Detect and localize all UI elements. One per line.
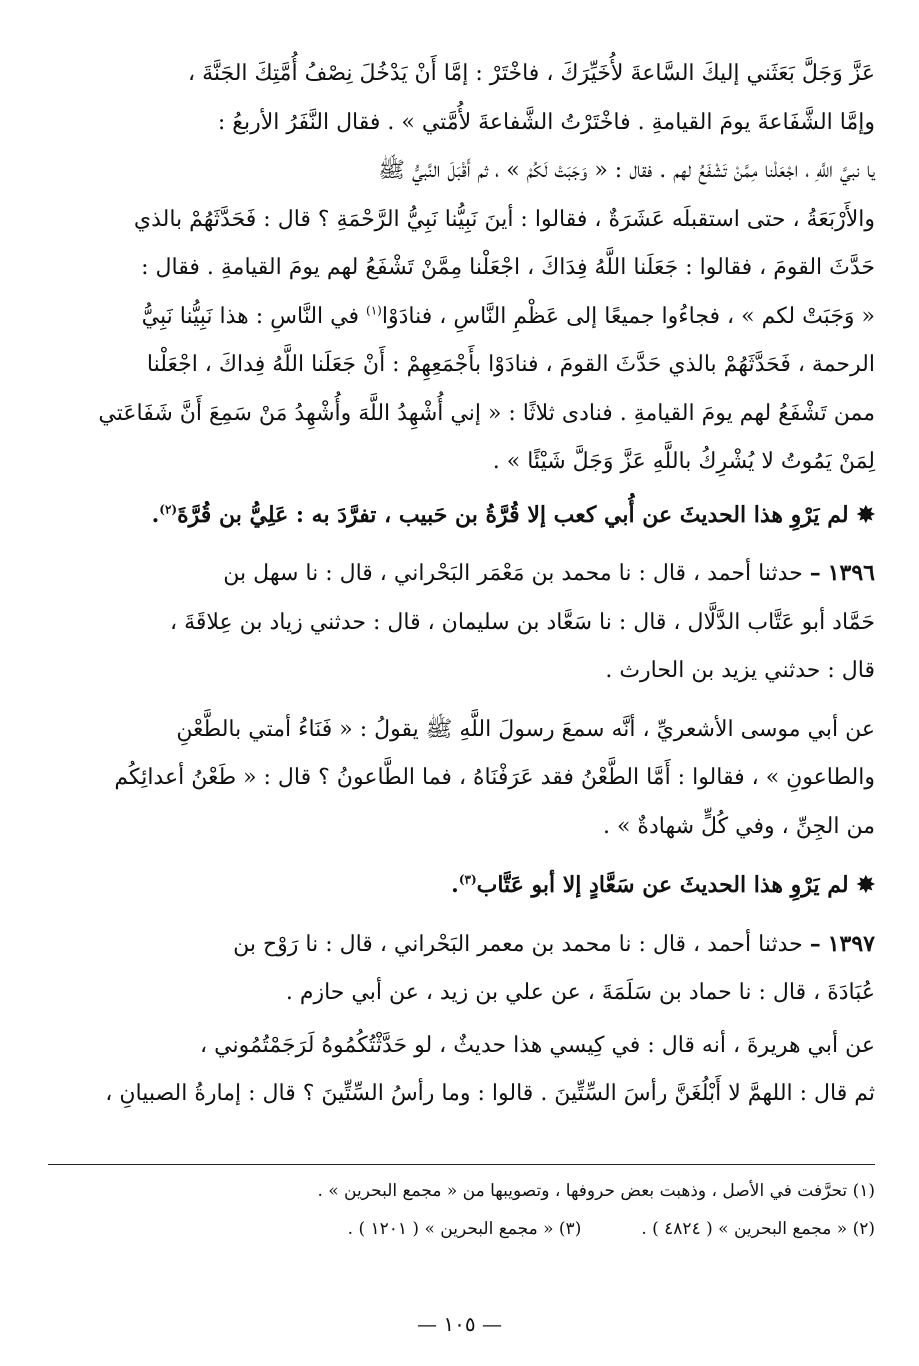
text-line: لِمَنْ يَمُوتُ لا يُشْرِكُ باللَّهِ عَزَّ وَجَلَّ شَيْئًا » . xyxy=(492,449,875,474)
star-icon: ✸ xyxy=(856,501,875,528)
text-line: وإمَّا الشَّفَاعةَ يومَ القيامةِ . فاخْتَرْتُ الشَّفاعةَ لأُمَّتي » . فقال النَّفَرُ الأربعُ : xyxy=(217,109,875,135)
footnote-2: (٢) « مجمع البحرين » ( ٤٨٢٤ ) . xyxy=(641,1219,875,1239)
dash: – xyxy=(809,930,821,957)
footnote-1: (١) تحرَّفت في الأصل ، وذهبت بعض حروفها ، وتصويبها من « مجمع البحرين » . xyxy=(317,1181,875,1201)
footnote-marker: (١) xyxy=(366,303,382,318)
main-text xyxy=(48,50,875,1119)
matn-1396 xyxy=(48,706,875,852)
hadith-continuation xyxy=(48,50,875,487)
matn-line: عن أبي هريرةَ ، أنه قال : في كِيسي هذا حديثٌ ، لو حَدَّثْتُكُمُوهُ لَرَجَمْتُمُوني ، xyxy=(200,1032,875,1058)
text-line: الرحمة ، فَحَدَّثَهُمْ بالذي حَدَّثَ القومَ ، فنادَوْا بأَجْمَعِهِمْ : أَنْ جَعَلَنا اللَّهُ فِداكَ ، اجْعَلْنا xyxy=(146,352,875,377)
footnote-marker: (٢) xyxy=(159,502,178,517)
text-line: يا نبيَّ اللَّهِ ، اجْعَلْنا مِمَّنْ تَشْفَعُ لهم . فقال : « وَجَبَتْ لَكُمْ » ، ثم أَقْبَلَ النَّبيُّ ﷺ xyxy=(378,158,875,183)
text-line: والأَرْبَعَةُ ، حتى استقبلَه عَشَرَةٌ ، فقالوا : أينَ نَبِيُّنا نَبِيُّ الرَّحْمَةِ ؟ قال : فَحَدَّثَهُمْ بالذي xyxy=(133,206,875,232)
hadith-number: ١٣٩٧ xyxy=(827,930,875,957)
hadith-1397 xyxy=(48,920,875,1018)
matn-line: ثم قال : اللهمَّ لا أَبْلُغَنَّ رأسَ السِّتِّينَ . قالوا : وما رأسُ السِّتِّينَ ؟ قال : إمارةُ الصبيانِ ، xyxy=(105,1081,875,1106)
footnote-3: (٣) « مجمع البحرين » ( ١٢٠١ ) . xyxy=(347,1219,582,1239)
footnote-marker: (٣) xyxy=(458,872,477,887)
note-end: . xyxy=(151,501,160,528)
isnad-text: حدثنا أحمد ، قال : نا محمد بن مَعْمَر البَحْراني ، قال : نا سهل بن xyxy=(223,561,803,586)
isnad-line: حَمَّاد أبو عَتَّاب الدَّلَّال ، قال : نا سَعَّاد بن سليمان ، قال : حدثني زياد بن عِلاقَةَ ، xyxy=(169,609,875,635)
matn-line: من الجِنِّ ، وفي كُلٍّ شهادةٌ » . xyxy=(602,813,875,839)
commentary-note-1 xyxy=(48,491,875,540)
text-line: ممن تَشْفَعُ لهم يومَ القيامةِ . فنادى ثلاثًا : « إني أُشْهِدُ اللَّهَ وأُشْهِدُ مَنْ سَمِعَ أَنَّ شَفَاعَتي xyxy=(98,400,875,426)
matn-line: والطاعونِ » ، فقالوا : أَمَّا الطَّعْنُ فقد عَرَفْنَاهُ ، فما الطَّاعونُ ؟ قال : « طَعْنُ أعدائِكُم xyxy=(114,765,875,790)
isnad-line: عُبَادَةَ ، قال : نا حماد بن سَلَمَةَ ، عن علي بن زيد ، عن أبي حازم . xyxy=(285,980,875,1005)
matn-1397 xyxy=(48,1022,875,1119)
footnotes xyxy=(48,1172,875,1248)
text-line: حَدَّثَ القومَ ، فقالوا : جَعَلَنا اللَّهُ فِدَاكَ ، اجْعَلْنا مِمَّنْ تَشْفَعُ لهم يومَ القيامةِ . فقال : xyxy=(141,255,875,280)
star-icon: ✸ xyxy=(856,872,875,898)
note-end: . xyxy=(451,872,459,898)
text-line-part: « وَجَبَتْ لكم » ، فجاءُوا جميعًا إلى عَظْمِ النَّاسِ ، فنادَوْا$^{(١)}$ في النَّاسِ : هذا نَبِيُّنا نَبِيُّ xyxy=(141,303,875,329)
isnad-text: حدثنا أحمد ، قال : نا محمد بن معمر البَحْراني ، قال : نا رَوْح بن xyxy=(233,931,803,957)
isnad-line xyxy=(48,920,875,970)
footnote-separator xyxy=(48,1164,875,1165)
isnad-line xyxy=(48,549,875,599)
dash: – xyxy=(809,560,821,586)
commentary-note-2 xyxy=(48,861,875,910)
hadith-number: ١٣٩٦ xyxy=(827,560,875,586)
note-text: لم يَرْوِ هذا الحديثَ عن أُبي كعب إلا قُرَّةُ بن حَبيب ، تفرَّدَ به : عَلِيُّ بن قُرَّةَ xyxy=(177,501,849,528)
hadith-1396 xyxy=(48,549,875,696)
text-line xyxy=(48,293,875,342)
matn-line: عن أبي موسى الأشعريِّ ، أنَّه سمعَ رسولَ اللَّهِ ﷺ يقولُ : « فَنَاءُ أمتي بالطَّعْنِ xyxy=(176,716,875,742)
text-line: عَزَّ وَجَلَّ بَعَثَني إليكَ السَّاعةَ لأُخَيِّرَكَ ، فاخْتَرْ : إمَّا أَنْ يَدْخُلَ نِصْفُ أُمَّتِكَ الجَنَّةَ ، xyxy=(187,61,875,86)
note-text: لم يَرْوِ هذا الحديثَ عن سَعَّادٍ إلا أبو عَتَّاب xyxy=(476,872,849,898)
page-number: — ١٠٥ — xyxy=(417,1312,502,1336)
isnad-line: قال : حدثني يزيد بن الحارث . xyxy=(605,658,875,683)
footnote-row xyxy=(48,1210,875,1248)
